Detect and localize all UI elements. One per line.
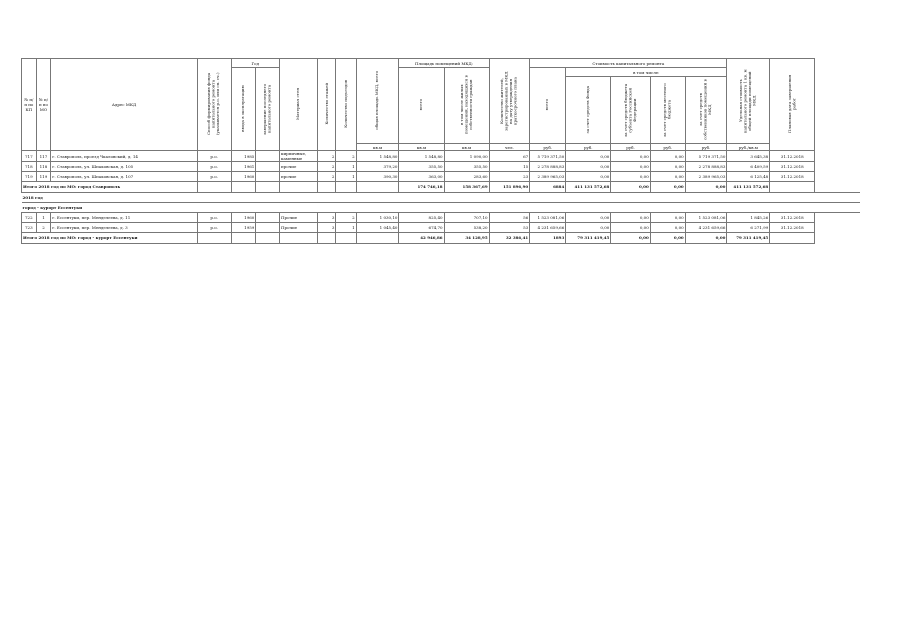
total-cell: 0,00 <box>611 233 650 243</box>
table-cell: 1 548,80 <box>356 151 399 162</box>
table-cell: 0,00 <box>611 151 650 162</box>
total-cell <box>770 233 815 243</box>
table-cell: 2 389 965,03 <box>685 172 727 182</box>
table-cell: 31.12.2018 <box>770 223 815 233</box>
unit-cell: руб. <box>650 144 685 151</box>
table-cell: 0,00 <box>611 223 650 233</box>
table-cell: 722 <box>22 212 37 222</box>
table-cell: г. Ессентуки, пер. Менделеева, д. 11 <box>51 212 198 222</box>
table-cell: р.о. <box>197 162 231 172</box>
header-entrances: Количество подъездов <box>336 59 356 151</box>
header-cost-subject: за счет средств бюджета субъекта Российской Федерации <box>611 77 650 144</box>
header-material: Материал стен <box>280 59 318 151</box>
table-cell: 118 <box>36 162 51 172</box>
table-cell: 2 <box>336 151 356 162</box>
table-cell: 719 <box>22 172 37 182</box>
table-cell: 6 409,59 <box>727 162 770 172</box>
unit-cell: руб. <box>566 144 611 151</box>
table-cell: г. Ставрополь, проезд Чкаловский, д. 14 <box>51 151 198 162</box>
unit-cell: чел. <box>489 144 530 151</box>
table-row <box>22 162 861 172</box>
table-cell: 31.12.2018 <box>770 151 815 162</box>
total-cell <box>336 182 356 192</box>
total-cell <box>256 182 280 192</box>
total-cell <box>197 182 231 192</box>
table-cell: 1 090,00 <box>444 151 489 162</box>
total-cell: 79 311 419,45 <box>566 233 611 243</box>
table-cell: 0,00 <box>566 212 611 222</box>
year-label <box>22 192 861 202</box>
header-num-mo: № п/п по МО <box>36 59 51 151</box>
total-cell: 34 128,95 <box>444 233 489 243</box>
header-num-total: № п/п по КП <box>22 59 37 151</box>
table-cell: 15 <box>489 162 530 172</box>
header-cost-owners: за счет средств собственников помещений в МКД <box>685 77 727 144</box>
total-cell: 0,00 <box>685 182 727 192</box>
unit-cell: руб. <box>685 144 727 151</box>
table-cell: 3 <box>318 223 336 233</box>
table-cell: р.о. <box>197 212 231 222</box>
table-cell: 117 <box>36 151 51 162</box>
header-area-group: Площадь помещений МКД: <box>399 59 489 68</box>
total-cell: 411 131 572,68 <box>727 182 770 192</box>
total-cell <box>231 233 256 243</box>
table-cell: 355,50 <box>399 162 444 172</box>
table-cell: 119 <box>36 172 51 182</box>
unit-cell: руб. <box>530 144 566 151</box>
total-cell: 0,00 <box>650 233 685 243</box>
table-cell: 0,00 <box>611 172 650 182</box>
table-cell: 1961 <box>231 162 256 172</box>
total-cell <box>280 182 318 192</box>
unit-cell: кв.м <box>399 144 444 151</box>
table-cell: 1 <box>36 212 51 222</box>
table-cell: 0,00 <box>611 212 650 222</box>
total-cell <box>356 182 399 192</box>
header-method: Способ формирования фонда капитального ремонта (указывается р.о. или сп. сч.) <box>197 59 231 151</box>
table-cell: 718 <box>22 162 37 172</box>
header-residents: Количество жителей, зарегистрированных в МКД на дату утверждения краткосрочного плана <box>489 59 530 144</box>
total-cell <box>770 182 815 192</box>
table-body <box>22 151 861 244</box>
table-cell <box>256 172 280 182</box>
table-cell: 390,30 <box>356 172 399 182</box>
table-cell <box>256 162 280 172</box>
header-cost-total: всего <box>530 68 566 144</box>
table-row <box>22 172 861 182</box>
table-cell: 0,00 <box>566 223 611 233</box>
table-cell: 0,00 <box>611 162 650 172</box>
table-cell: Прочие <box>280 223 318 233</box>
table-cell: 538,20 <box>444 223 489 233</box>
header-year-built: ввода в эксплуатацию <box>231 68 256 151</box>
city-label-text: город - курорт Ессентуки <box>22 202 861 212</box>
table-cell: 0,00 <box>650 212 685 222</box>
table-cell <box>256 151 280 162</box>
capital-repair-table <box>21 58 860 244</box>
header-area-total: всего <box>399 68 444 144</box>
unit-cell: руб./кв.м <box>727 144 770 151</box>
table-cell: 0,00 <box>650 151 685 162</box>
header-deadline: Плановая дата завершения работ <box>770 59 815 151</box>
total-cell <box>356 233 399 243</box>
table-cell: 2 <box>336 212 356 222</box>
table-row <box>22 151 861 162</box>
header-cost-group: Стоимость капитального ремонта <box>530 59 727 68</box>
table-cell: 5 719 371,50 <box>530 151 566 162</box>
table-cell: г. Ставрополь, ул. Шпаковская, д. 105 <box>51 162 198 172</box>
unit-cell: кв.м <box>444 144 489 151</box>
table-cell: 1 523 081,06 <box>530 212 566 222</box>
total-cell: 42 946,86 <box>399 233 444 243</box>
header-floors: Количество этажей <box>318 59 336 151</box>
table-cell: р.о. <box>197 151 231 162</box>
table-cell: 6 125,48 <box>727 172 770 182</box>
total-cell <box>256 233 280 243</box>
total-cell <box>280 233 318 243</box>
total-cell <box>318 182 336 192</box>
table-cell: прочие <box>280 162 318 172</box>
header-area-residential: в том числе жилых помещений, находящихся в собственности граждан <box>444 68 489 144</box>
total-cell: 0,00 <box>611 182 650 192</box>
table-row <box>22 212 861 222</box>
table-cell: 283,60 <box>444 172 489 182</box>
table-cell: 0,00 <box>566 172 611 182</box>
table-cell: 1985 <box>231 151 256 162</box>
table-cell: 674,70 <box>399 223 444 233</box>
table-cell: 4 231 659,66 <box>530 223 566 233</box>
table-cell: 1 <box>336 172 356 182</box>
total-cell <box>231 182 256 192</box>
total-row <box>22 182 861 192</box>
table-cell: 31.12.2018 <box>770 212 815 222</box>
header-year-group: Год <box>231 59 279 68</box>
table-cell: прочие <box>280 172 318 182</box>
header-unit-cost: Удельная стоимость капитального ремонта 1 кв. м общей площади помещений МКД <box>727 59 770 144</box>
table-cell: 1 030,10 <box>356 212 399 222</box>
table-cell: 2 <box>318 162 336 172</box>
table-cell: г. Ставрополь, ул. Шпаковская, д. 107 <box>51 172 198 182</box>
unit-cell: кв.м <box>356 144 399 151</box>
table-cell: Прочие <box>280 212 318 222</box>
total-row <box>22 233 861 243</box>
total-cell: Итого 2018 год по МО: город - курорт Ессентуки <box>22 233 198 243</box>
table-cell: 1 548,80 <box>399 151 444 162</box>
table-cell: 0,00 <box>650 162 685 172</box>
total-cell: 174 746,18 <box>399 182 444 192</box>
total-cell: 411 131 572,68 <box>566 182 611 192</box>
total-cell: 6884 <box>530 182 566 192</box>
table-cell: 3 <box>318 212 336 222</box>
table-cell <box>256 223 280 233</box>
table-cell: 1 045,40 <box>356 223 399 233</box>
unit-cell: руб. <box>611 144 650 151</box>
total-cell <box>336 233 356 243</box>
total-cell <box>318 233 336 243</box>
total-cell: 158 367,69 <box>444 182 489 192</box>
table-cell: 2 278 888,83 <box>685 162 727 172</box>
table-cell: 2 278 888,83 <box>530 162 566 172</box>
table-cell: 1960 <box>231 172 256 182</box>
table-cell: 23 <box>489 172 530 182</box>
table-cell: 1 845,26 <box>727 212 770 222</box>
table-cell: 3 645,38 <box>727 151 770 162</box>
table-cell: 363,00 <box>399 172 444 182</box>
table-cell: 0,00 <box>566 162 611 172</box>
table-cell: 1 <box>336 223 356 233</box>
header-incl-group: в том числе: <box>566 68 727 77</box>
total-cell <box>197 233 231 243</box>
table-cell: 2 <box>318 172 336 182</box>
table-cell: кирпичные, каменные <box>280 151 318 162</box>
table-cell: 717 <box>22 151 37 162</box>
table-row <box>22 223 861 233</box>
table-cell: 1 523 081,06 <box>685 212 727 222</box>
table-cell: 53 <box>489 223 530 233</box>
table-cell: 355,50 <box>444 162 489 172</box>
table-cell: 56 <box>489 212 530 222</box>
table-cell <box>256 212 280 222</box>
table-cell: 825,40 <box>399 212 444 222</box>
table-cell: 0,00 <box>650 223 685 233</box>
table-cell: 2 <box>318 151 336 162</box>
table-cell: 1959 <box>231 223 256 233</box>
table-cell: 67 <box>489 151 530 162</box>
header-cost-fund: за счет средств Фонда <box>566 77 611 144</box>
table-cell: 6 271,99 <box>727 223 770 233</box>
table-cell: 379,20 <box>356 162 399 172</box>
table-cell: 2 389 965,03 <box>530 172 566 182</box>
table-cell: г. Ессентуки, пер. Менделеева, д. 3 <box>51 223 198 233</box>
header-total-area: общая площадь МКД, всего <box>356 59 399 144</box>
table-cell: 31.12.2018 <box>770 162 815 172</box>
table-cell: р.о. <box>197 223 231 233</box>
year-label-text: 2018 год <box>22 192 861 202</box>
table-cell: 723 <box>22 223 37 233</box>
table-cell: 5 719 371,50 <box>685 151 727 162</box>
table-cell: 31.12.2018 <box>770 172 815 182</box>
table-cell: 0,00 <box>566 151 611 162</box>
header-year-repair: завершение последнего капитального ремонта <box>256 68 280 151</box>
city-label <box>22 202 861 212</box>
total-cell: Итого 2018 год по МО: город Ставрополь <box>22 182 198 192</box>
table-cell: 707,10 <box>444 212 489 222</box>
table-cell: р.о. <box>197 172 231 182</box>
total-cell: 151 896,90 <box>489 182 530 192</box>
table-cell: 1 <box>336 162 356 172</box>
table-cell: 4 231 659,66 <box>685 223 727 233</box>
header-address: Адрес МКД <box>51 59 198 151</box>
table-cell: 0,00 <box>650 172 685 182</box>
total-cell: 0,00 <box>650 182 685 192</box>
header-cost-local: за счет средств местного бюджета <box>650 77 685 144</box>
total-cell: 32 386,41 <box>489 233 530 243</box>
table-cell: 2 <box>36 223 51 233</box>
table-cell: 1960 <box>231 212 256 222</box>
total-cell: 1893 <box>530 233 566 243</box>
total-cell: 0,00 <box>685 233 727 243</box>
total-cell: 79 311 419,45 <box>727 233 770 243</box>
